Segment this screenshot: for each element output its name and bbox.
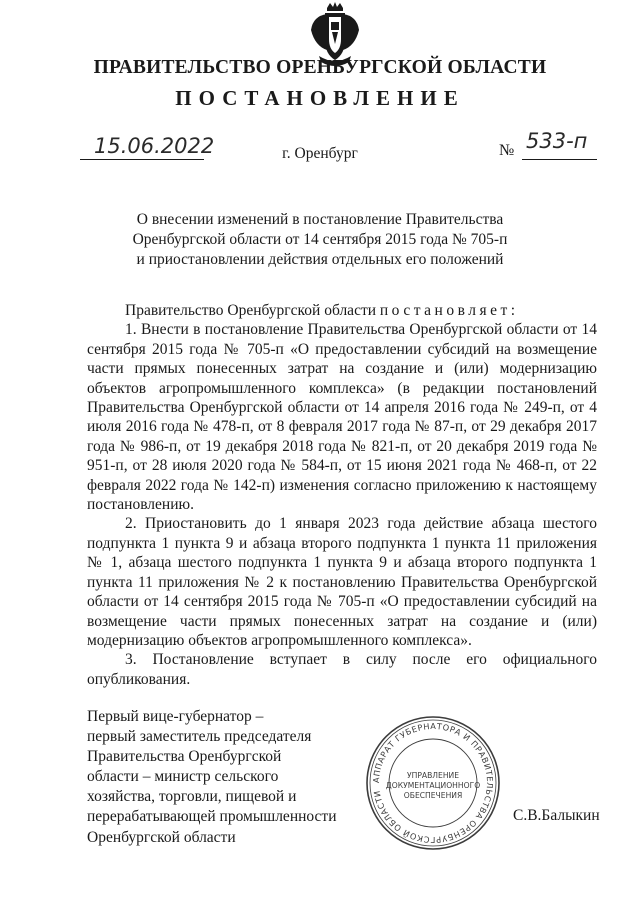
position-line: перерабатывающей промышленности (87, 808, 337, 826)
stamp-ring-text: АППАРАТ ГУБЕРНАТОРА И ПРАВИТЕЛЬСТВА ОРЕНБУРГСКОЙ ОБЛАСТИ (370, 720, 496, 846)
resolution-intro (87, 301, 597, 320)
stamp-center-text (383, 771, 483, 801)
position-line: Правительства Оренбургской (87, 748, 282, 766)
position-line: первый заместитель председателя (87, 728, 312, 746)
document-subject (0, 210, 640, 270)
signatory-name: С.В.Балыкин (513, 807, 600, 824)
stamp-center-line: ДОКУМЕНТАЦИОННОГО (385, 781, 481, 790)
subject-line: О внесении изменений в постановление Правительства (136, 211, 504, 228)
document-body (87, 301, 597, 689)
position-line: Оренбургской области (87, 828, 236, 846)
subject-line: Оренбургской области от 14 сентября 2015 года № 705-п (132, 231, 508, 248)
position-line: области – министр сельского (87, 768, 279, 786)
signatory-position (87, 707, 337, 848)
position-line: Первый вице-губернатор – (87, 708, 264, 725)
government-title: ПРАВИТЕЛЬСТВО ОРЕНБУРГСКОЙ ОБЛАСТИ (93, 57, 547, 78)
document-number: 533-п (526, 129, 588, 153)
position-line: хозяйства, торговли, пищевой и (87, 788, 297, 806)
clause-3: 3. Постановление вступает в силу после его официального опубликования. (87, 651, 597, 688)
intro-lead: Правительство Оренбургской области (125, 302, 377, 319)
number-underline (522, 159, 597, 160)
stamp-center-line: УПРАВЛЕНИЕ (406, 771, 460, 780)
intro-resolves: постановляет: (379, 302, 519, 319)
clause-2: 2. Приостановить до 1 января 2023 года действие абзаца шестого подпункта 1 пункта 9 и абзаца второго подпункта 1 пункта 11 приложения № 1, абзаца шестого подпункта 1 пункта 9 и абзаца второго подпункта 1 пункта 11 приложения № 2 к постановлению Правительства Оренбургской области от 14 сентября 2015 года № 705-п «О предоставлении субсидий на возмещение части прямых понесенных затрат на создание и (или) модернизацию объектов агропромышленного комплекса». (87, 515, 597, 649)
document-city: г. Оренбург (282, 145, 358, 162)
document-date: 15.06.2022 (94, 134, 215, 158)
number-sign: № (499, 142, 515, 159)
subject-line: и приостановлении действия отдельных его положений (136, 251, 504, 268)
document-type: ПОСТАНОВЛЕНИЕ (175, 86, 465, 110)
clause-1: 1. Внести в постановление Правительства Оренбургской области от 14 сентября 2015 года № 705-п «О предоставлении субсидий на возмещение части прямых понесенных затрат на создание и (или) модернизацию объектов агропромышленного комплекса» (в редакции постановлений Правительства Оренбургской области от 14 апреля 2016 года № 249-п, от 4 июля 2016 года № 478-п, от 8 февраля 2017 года № 87-п, от 29 декабря 2017 года № 986-п, от 19 декабря 2018 года № 821-п, от 20 декабря 2019 года № 951-п, от 28 июля 2020 года № 584-п, от 15 июня 2021 года № 468-п, от 22 февраля 2022 года № 142-п) изменения согласно приложению к настоящему постановлению. (87, 321, 597, 514)
stamp-center-line: ОБЕСПЕЧЕНИЯ (403, 791, 463, 800)
